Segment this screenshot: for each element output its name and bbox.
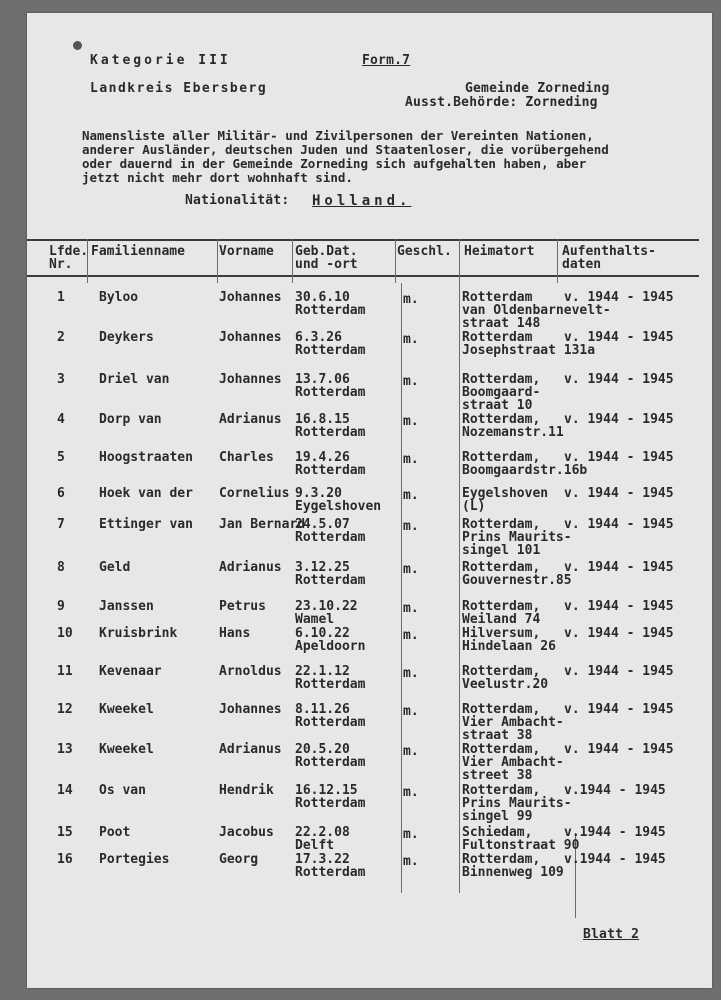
row-sex: m. xyxy=(403,628,419,643)
district-label: Landkreis Ebersberg xyxy=(90,81,268,96)
row-stay: v. 1944 - 1945 xyxy=(564,702,674,717)
row-surname: Hoek van der xyxy=(99,486,193,501)
row-sex: m. xyxy=(403,332,419,347)
row-home: Rotterdam, Veelustr.20 xyxy=(462,664,549,692)
row-sex: m. xyxy=(403,414,419,429)
row-surname: Poot xyxy=(99,825,131,840)
header-stay: Aufenthalts- daten xyxy=(562,244,656,272)
issuing-authority: Ausst.Behörde: Zorneding xyxy=(405,95,598,110)
row-sex: m. xyxy=(403,704,419,719)
column-divider xyxy=(459,239,460,283)
row-surname: Dorp van xyxy=(99,412,162,427)
row-stay: v. 1944 - 1945 xyxy=(564,742,674,757)
row-firstname: Georg xyxy=(219,852,259,867)
row-nr: 5 xyxy=(57,450,65,465)
row-stay: v. 1944 - 1945 xyxy=(564,626,674,641)
row-sex: m. xyxy=(403,785,419,800)
row-stay: v. 1944 - 1945 xyxy=(564,412,674,427)
row-firstname: Johannes xyxy=(219,290,282,305)
row-firstname: Adrianus xyxy=(219,560,282,575)
row-firstname: Johannes xyxy=(219,702,282,717)
row-firstname: Cornelius xyxy=(219,486,290,501)
row-home: Rotterdam, Vier Ambacht- straat 38 xyxy=(462,702,564,743)
row-stay: v. 1944 - 1945 xyxy=(564,290,674,305)
row-stay: v. 1944 - 1945 xyxy=(564,450,674,465)
row-nr: 15 xyxy=(57,825,73,840)
row-stay: v.1944 - 1945 xyxy=(564,783,666,798)
row-surname: Kweekel xyxy=(99,702,154,717)
row-nr: 10 xyxy=(57,626,73,641)
nationality-value: Holland. xyxy=(312,193,412,209)
row-nr: 14 xyxy=(57,783,73,798)
row-home: Schiedam, Fultonstraat 90 xyxy=(462,825,580,853)
row-firstname: Adrianus xyxy=(219,412,282,427)
header-birth: Geb.Dat. und -ort xyxy=(295,244,358,272)
row-birth: 6.10.22 Apeldoorn xyxy=(295,626,366,654)
row-surname: Kevenaar xyxy=(99,664,162,679)
header-firstname: Vorname xyxy=(219,244,274,259)
row-firstname: Hans xyxy=(219,626,251,641)
row-birth: 6.3.26 Rotterdam xyxy=(295,330,366,358)
persons-table xyxy=(27,13,712,988)
row-stay: v. 1944 - 1945 xyxy=(564,664,674,679)
row-stay: v. 1944 - 1945 xyxy=(564,517,674,532)
row-surname: Driel van xyxy=(99,372,170,387)
row-surname: Deykers xyxy=(99,330,154,345)
column-divider xyxy=(557,239,558,283)
row-nr: 9 xyxy=(57,599,65,614)
row-surname: Hoogstraaten xyxy=(99,450,193,465)
row-birth: 13.7.06 Rotterdam xyxy=(295,372,366,400)
row-nr: 4 xyxy=(57,412,65,427)
row-birth: 19.4.26 Rotterdam xyxy=(295,450,366,478)
row-birth: 9.3.20 Eygelshoven xyxy=(295,486,382,514)
row-birth: 23.10.22 Wamel xyxy=(295,599,358,627)
row-home: Rotterdam, Gouvernestr.85 xyxy=(462,560,572,588)
row-home: Rotterdam, Weiland 74 xyxy=(462,599,541,627)
row-nr: 3 xyxy=(57,372,65,387)
row-surname: Geld xyxy=(99,560,131,575)
sheet-number: Blatt 2 xyxy=(583,927,640,942)
row-stay: v.1944 - 1945 xyxy=(564,852,666,867)
row-firstname: Johannes xyxy=(219,372,282,387)
row-home: Rotterdam, Vier Ambacht- street 38 xyxy=(462,742,564,783)
row-firstname: Hendrik xyxy=(219,783,274,798)
intro-line: Namensliste aller Militär- und Zivilpersonen der Vereinten Nationen, xyxy=(82,128,594,143)
row-sex: m. xyxy=(403,488,419,503)
row-firstname: Johannes xyxy=(219,330,282,345)
row-stay: v. 1944 - 1945 xyxy=(564,330,674,345)
row-home: Rotterdam, Prins Maurits- singel 101 xyxy=(462,517,572,558)
document-page xyxy=(27,13,712,988)
header-nr: Lfde. Nr. xyxy=(49,244,89,272)
row-surname: Janssen xyxy=(99,599,154,614)
row-firstname: Petrus xyxy=(219,599,266,614)
intro-line: anderer Ausländer, deutschen Juden und Staatenloser, die vorübergehend xyxy=(82,142,609,157)
row-stay: v. 1944 - 1945 xyxy=(564,372,674,387)
row-nr: 12 xyxy=(57,702,73,717)
row-firstname: Arnoldus xyxy=(219,664,282,679)
row-surname: Os van xyxy=(99,783,146,798)
row-sex: m. xyxy=(403,292,419,307)
row-birth: 24.5.07 Rotterdam xyxy=(295,517,366,545)
nationality-label: Nationalität: xyxy=(185,193,290,208)
row-nr: 16 xyxy=(57,852,73,867)
row-home: Rotterdam, Nozemanstr.11 xyxy=(462,412,564,440)
column-divider xyxy=(401,283,402,893)
header-home: Heimatort xyxy=(464,244,535,259)
row-nr: 2 xyxy=(57,330,65,345)
row-birth: 16.8.15 Rotterdam xyxy=(295,412,366,440)
row-home: Rotterdam Josephstraat 131a xyxy=(462,330,596,358)
row-sex: m. xyxy=(403,562,419,577)
row-stay: v. 1944 - 1945 xyxy=(564,560,674,575)
row-sex: m. xyxy=(403,452,419,467)
row-birth: 17.3.22 Rotterdam xyxy=(295,852,366,880)
row-home: Rotterdam van Oldenbarnevelt- straat 148 xyxy=(462,290,611,331)
municipality-label: Gemeinde Zorneding xyxy=(465,81,610,96)
row-firstname: Jacobus xyxy=(219,825,274,840)
row-surname: Ettinger van xyxy=(99,517,193,532)
row-sex: m. xyxy=(403,374,419,389)
row-firstname: Jan Bernard xyxy=(219,517,306,532)
row-home: Rotterdam, Prins Maurits- singel 99 xyxy=(462,783,572,824)
intro-line: oder dauernd in der Gemeinde Zorneding sich aufgehalten haben, aber xyxy=(82,156,587,171)
row-sex: m. xyxy=(403,601,419,616)
row-home: Rotterdam, Boomgaardstr.16b xyxy=(462,450,588,478)
row-surname: Kruisbrink xyxy=(99,626,178,641)
row-nr: 8 xyxy=(57,560,65,575)
row-birth: 8.11.26 Rotterdam xyxy=(295,702,366,730)
row-birth: 16.12.15 Rotterdam xyxy=(295,783,366,811)
row-nr: 1 xyxy=(57,290,65,305)
header-surname: Familienname xyxy=(91,244,185,259)
column-divider xyxy=(395,239,396,283)
column-divider xyxy=(459,283,460,893)
row-nr: 7 xyxy=(57,517,65,532)
row-birth: 20.5.20 Rotterdam xyxy=(295,742,366,770)
row-surname: Byloo xyxy=(99,290,139,305)
header-sex: Geschl. xyxy=(397,244,452,259)
row-birth: 3.12.25 Rotterdam xyxy=(295,560,366,588)
row-sex: m. xyxy=(403,744,419,759)
row-nr: 6 xyxy=(57,486,65,501)
column-divider xyxy=(292,239,293,283)
row-birth: 22.2.08 Delft xyxy=(295,825,350,853)
intro-line: jetzt nicht mehr dort wohnhaft sind. xyxy=(82,170,353,185)
row-birth: 30.6.10 Rotterdam xyxy=(295,290,366,318)
row-firstname: Charles xyxy=(219,450,274,465)
row-surname: Kweekel xyxy=(99,742,154,757)
row-stay: v. 1944 - 1945 xyxy=(564,486,674,501)
row-sex: m. xyxy=(403,519,419,534)
row-surname: Portegies xyxy=(99,852,170,867)
row-birth: 22.1.12 Rotterdam xyxy=(295,664,366,692)
row-nr: 13 xyxy=(57,742,73,757)
row-stay: v. 1944 - 1945 xyxy=(564,599,674,614)
row-sex: m. xyxy=(403,666,419,681)
form-number: Form.7 xyxy=(362,53,411,68)
row-home: Hilversum, Hindelaan 26 xyxy=(462,626,556,654)
row-firstname: Adrianus xyxy=(219,742,282,757)
category-label: Kategorie III xyxy=(90,53,231,68)
row-home: Rotterdam, Binnenweg 109 xyxy=(462,852,564,880)
row-nr: 11 xyxy=(57,664,73,679)
row-sex: m. xyxy=(403,854,419,869)
row-home: Rotterdam, Boomgaard- straat 10 xyxy=(462,372,541,413)
column-divider xyxy=(217,239,218,283)
row-home: Eygelshoven (L) xyxy=(462,486,549,514)
row-stay: v.1944 - 1945 xyxy=(564,825,666,840)
row-sex: m. xyxy=(403,827,419,842)
